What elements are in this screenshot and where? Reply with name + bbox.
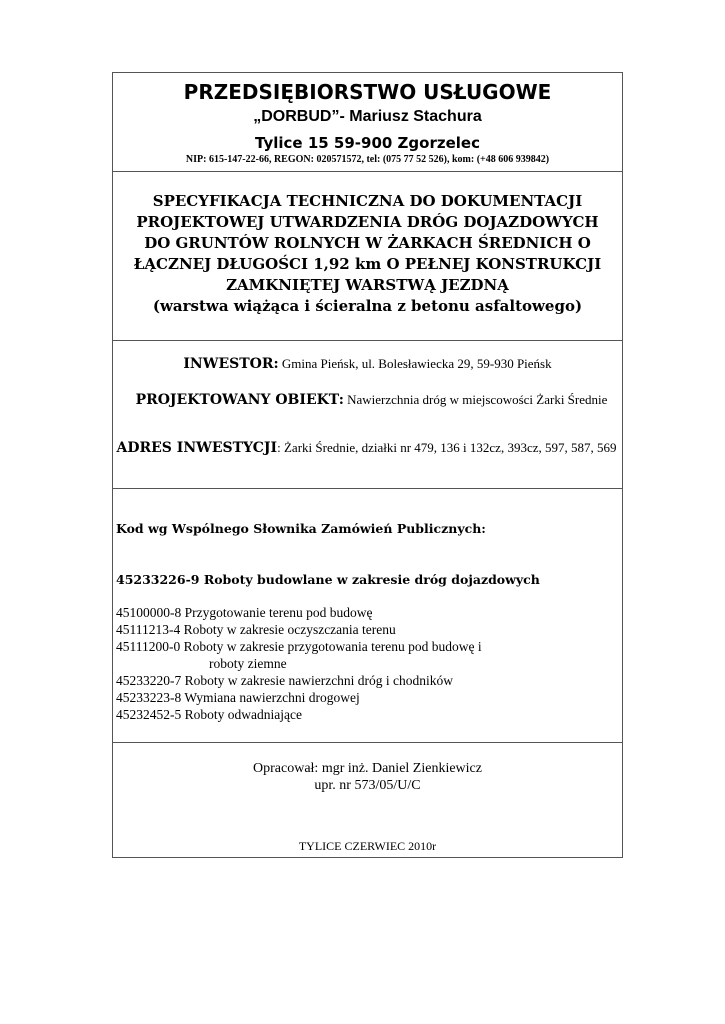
cpv-item: 45233223-8 Wymiana nawierzchni drogowej [116, 690, 360, 705]
document-frame [112, 72, 623, 858]
cpv-item: 45111200-0 Roboty w zakresie przygotowania terenu pod budowę i [116, 639, 482, 654]
title-line: (warstwa wiążąca i ścieralna z betonu asfaltowego) [152, 297, 583, 315]
investor-value: Gmina Pieńsk, ul. Bolesławiecka 29, 59-930 Pieńsk [278, 356, 552, 371]
cpv-item: 45100000-8 Przygotowanie terenu pod budowę [116, 605, 373, 620]
title-line: PROJEKTOWEJ UTWARDZENIA DRÓG DOJAZDOWYCH [136, 213, 599, 231]
prepared-by-section [113, 742, 622, 859]
document-title [113, 171, 622, 340]
license-number: upr. nr 573/05/U/C [314, 778, 421, 793]
cpv-item-continuation: roboty ziemne [209, 656, 287, 671]
object-label: PROJEKTOWANY OBIEKT: [135, 392, 344, 408]
title-line: ŁĄCZNEJ DŁUGOŚCI 1,92 km O PEŁNEJ KONSTRUKCJI [133, 255, 602, 273]
investor-label: INWESTOR: [183, 356, 279, 372]
cpv-item: 45233220-7 Roboty w zakresie nawierzchni dróg i chodników [116, 673, 454, 688]
company-address: Tylice 15 59-900 Zgorzelec [255, 134, 480, 152]
title-line: DO GRUNTÓW ROLNYCH W ŻARKACH ŚREDNICH O [144, 234, 591, 252]
cpv-item: 45232452-5 Roboty odwadniające [116, 707, 302, 722]
place-date: TYLICE CZERWIEC 2010r [298, 839, 437, 853]
address-colon: : [277, 440, 281, 455]
investor-section [113, 340, 622, 488]
object-line [123, 391, 620, 409]
address-line [113, 439, 620, 457]
company-header [113, 73, 622, 171]
investor-line [119, 355, 616, 373]
title-line: SPECYFIKACJA TECHNICZNA DO DOKUMENTACJI [152, 192, 583, 210]
title-line: ZAMKNIĘTEJ WARSTWĄ JEZDNĄ [226, 276, 509, 294]
prepared-by: Opracował: mgr inż. Daniel Zienkiewicz [253, 761, 482, 776]
cpv-codes-section [113, 488, 622, 742]
company-name: „DORBUD”- Mariusz Stachura [253, 108, 482, 125]
address-label: ADRES INWESTYCJI [116, 440, 278, 456]
company-ids: NIP: 615-147-22-66, REGON: 020571572, tel: (075 77 52 526), kom: (+48 606 939842) [185, 154, 550, 165]
company-type: PRZEDSIĘBIORSTWO USŁUGOWE [183, 80, 552, 104]
cpv-item: 45111213-4 Roboty w zakresie oczyszczania terenu [116, 622, 396, 637]
cpv-heading: Kod wg Wspólnego Słownika Zamówień Publicznych: [116, 521, 486, 536]
cpv-main-code: 45233226-9 Roboty budowlane w zakresie dróg dojazdowych [116, 572, 540, 587]
address-value: Żarki Średnie, działki nr 479, 136 i 132cz, 393cz, 597, 587, 569 [280, 440, 617, 455]
object-value: Nawierzchnia dróg w miejscowości Żarki Średnie [343, 392, 608, 407]
